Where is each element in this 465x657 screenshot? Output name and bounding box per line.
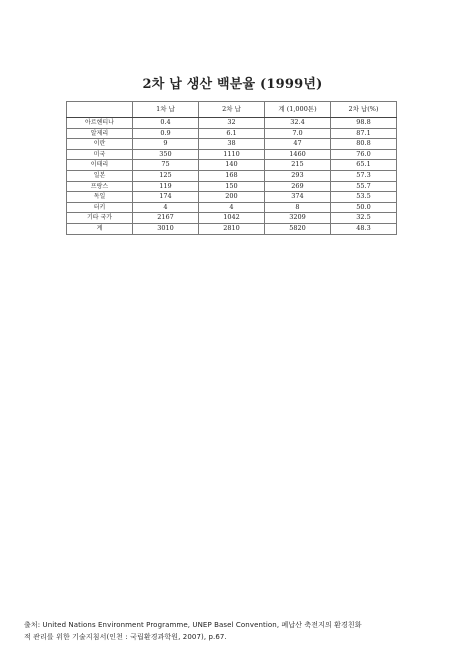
table-row — [67, 213, 397, 224]
table-cell: 350 — [133, 149, 199, 160]
table-header-row — [67, 102, 397, 118]
row-label: 터키 — [67, 202, 133, 213]
table-cell: 150 — [199, 181, 265, 192]
table-cell: 9 — [133, 139, 199, 150]
table-row — [67, 181, 397, 192]
table-row — [67, 202, 397, 213]
table-row — [67, 170, 397, 181]
row-label: 이태리 — [67, 160, 133, 171]
table-cell: 38 — [199, 139, 265, 150]
table-row — [67, 160, 397, 171]
table-cell: 2810 — [199, 223, 265, 234]
table-cell: 8 — [265, 202, 331, 213]
table-cell: 65.1 — [331, 160, 397, 171]
table-cell: 1110 — [199, 149, 265, 160]
table-cell: 200 — [199, 192, 265, 203]
table-cell: 50.0 — [331, 202, 397, 213]
table-cell: 98.8 — [331, 118, 397, 129]
table-cell: 168 — [199, 170, 265, 181]
table-cell: 1460 — [265, 149, 331, 160]
table-cell: 32.4 — [265, 118, 331, 129]
lead-production-table — [66, 101, 397, 235]
column-header-secondary-lead: 2차 납 — [199, 102, 265, 118]
table-cell: 53.5 — [331, 192, 397, 203]
table-cell: 269 — [265, 181, 331, 192]
table-cell: 3010 — [133, 223, 199, 234]
table-row — [67, 128, 397, 139]
table-container — [66, 101, 396, 235]
table-cell: 55.7 — [331, 181, 397, 192]
column-header-secondary-percent: 2차 납(%) — [331, 102, 397, 118]
row-label: 계 — [67, 223, 133, 234]
source-line-1: 출처: United Nations Environment Programme, UNEP Basel Convention, 폐납산 축전지의 환경친화 — [24, 621, 362, 629]
source-citation — [24, 619, 444, 643]
table-row — [67, 149, 397, 160]
row-label: 알제리 — [67, 128, 133, 139]
table-cell: 7.0 — [265, 128, 331, 139]
table-cell: 3209 — [265, 213, 331, 224]
table-cell: 47 — [265, 139, 331, 150]
table-cell: 75 — [133, 160, 199, 171]
column-header-country — [67, 102, 133, 118]
table-row — [67, 192, 397, 203]
table-cell: 4 — [133, 202, 199, 213]
row-label: 일본 — [67, 170, 133, 181]
table-cell: 87.1 — [331, 128, 397, 139]
table-cell: 32.5 — [331, 213, 397, 224]
table-cell: 293 — [265, 170, 331, 181]
row-label: 기타 국가 — [67, 213, 133, 224]
source-line-2: 적 관리를 위한 기술지침서(인천 : 국립환경과학원, 2007), p.67. — [24, 633, 227, 641]
table-cell: 2167 — [133, 213, 199, 224]
table-cell: 48.3 — [331, 223, 397, 234]
table-cell: 125 — [133, 170, 199, 181]
table-cell: 32 — [199, 118, 265, 129]
table-cell: 119 — [133, 181, 199, 192]
page-title: 2차 납 생산 백분율 (1999년) — [142, 77, 323, 92]
table-cell: 0.4 — [133, 118, 199, 129]
table-cell: 1042 — [199, 213, 265, 224]
table-cell: 80.8 — [331, 139, 397, 150]
column-header-total: 계 (1,000톤) — [265, 102, 331, 118]
table-cell: 76.0 — [331, 149, 397, 160]
table-cell: 215 — [265, 160, 331, 171]
table-row — [67, 118, 397, 129]
table-cell: 174 — [133, 192, 199, 203]
table-cell: 0.9 — [133, 128, 199, 139]
table-cell: 140 — [199, 160, 265, 171]
table-cell: 57.3 — [331, 170, 397, 181]
table-row — [67, 139, 397, 150]
table-cell: 374 — [265, 192, 331, 203]
row-label: 아르헨티나 — [67, 118, 133, 129]
row-label: 독일 — [67, 192, 133, 203]
column-header-primary-lead: 1차 납 — [133, 102, 199, 118]
row-label: 프랑스 — [67, 181, 133, 192]
row-label: 미국 — [67, 149, 133, 160]
row-label: 이란 — [67, 139, 133, 150]
table-body — [67, 118, 397, 235]
table-cell: 5820 — [265, 223, 331, 234]
table-cell: 4 — [199, 202, 265, 213]
table-cell: 6.1 — [199, 128, 265, 139]
table-row — [67, 223, 397, 234]
